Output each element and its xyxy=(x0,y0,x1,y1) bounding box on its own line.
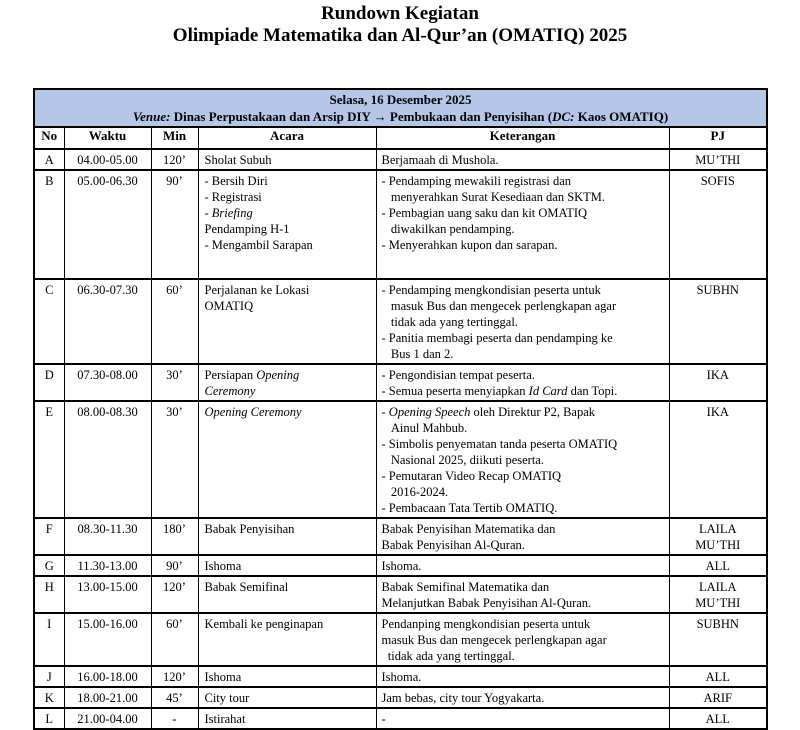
line: ALL xyxy=(705,712,730,726)
line: Ishoma. xyxy=(381,670,422,684)
line: LAILA xyxy=(699,522,737,536)
cell-min: 60’ xyxy=(151,613,198,666)
cell-keterangan xyxy=(376,666,669,687)
cell-acara xyxy=(198,170,376,279)
cell-acara xyxy=(198,518,376,555)
column-header-no: No xyxy=(34,127,64,149)
line: Ainul Mahbub. xyxy=(381,421,468,435)
cell-min: 120’ xyxy=(151,149,198,170)
line: Opening Ceremony xyxy=(204,405,302,419)
cell-waktu: 07.30-08.00 xyxy=(64,364,151,401)
cell-waktu: 08.30-11.30 xyxy=(64,518,151,555)
cell-keterangan xyxy=(376,555,669,576)
cell-acara xyxy=(198,708,376,729)
cell-waktu: 11.30-13.00 xyxy=(64,555,151,576)
line: ALL xyxy=(705,559,730,573)
line: - Menyerahkan kupon dan sarapan. xyxy=(381,238,558,252)
table-row xyxy=(34,576,767,613)
cell-no: K xyxy=(34,687,64,708)
cell-waktu: 06.30-07.30 xyxy=(64,279,151,364)
line: - Pengondisian tempat peserta. xyxy=(381,368,535,382)
table-row xyxy=(34,518,767,555)
line: IKA xyxy=(706,405,729,419)
cell-no: J xyxy=(34,666,64,687)
cell-no: C xyxy=(34,279,64,364)
cell-min: 90’ xyxy=(151,555,198,576)
table-row xyxy=(34,687,767,708)
table-row xyxy=(34,613,767,666)
cell-pj xyxy=(669,613,767,666)
table-row xyxy=(34,279,767,364)
line: Nasional 2025, diikuti peserta. xyxy=(381,453,544,467)
table-row xyxy=(34,555,767,576)
cell-acara xyxy=(198,613,376,666)
line: OMATIQ xyxy=(204,299,254,313)
line: tidak ada yang tertinggal. xyxy=(381,649,515,663)
cell-no: A xyxy=(34,149,64,170)
line: Pendamping H-1 xyxy=(204,222,290,236)
line: SUBHN xyxy=(696,617,739,631)
line: menyerahkan Surat Kesediaan dan SKTM. xyxy=(381,190,606,204)
cell-pj xyxy=(669,170,767,279)
line: tidak ada yang tertinggal. xyxy=(381,315,518,329)
line: Ishoma xyxy=(204,670,242,684)
cell-no: I xyxy=(34,613,64,666)
line: Kembali ke penginapan xyxy=(204,617,324,631)
cell-min: 120’ xyxy=(151,666,198,687)
cell-acara xyxy=(198,666,376,687)
table-row xyxy=(34,364,767,401)
line: IKA xyxy=(706,368,729,382)
cell-min: 45’ xyxy=(151,687,198,708)
line: Ceremony xyxy=(204,384,256,398)
line: Jam bebas, city tour Yogyakarta. xyxy=(381,691,545,705)
cell-acara xyxy=(198,364,376,401)
cell-waktu: 21.00-04.00 xyxy=(64,708,151,729)
line: ARIF xyxy=(703,691,732,705)
cell-pj xyxy=(669,149,767,170)
cell-acara xyxy=(198,401,376,518)
cell-no: F xyxy=(34,518,64,555)
cell-waktu: 18.00-21.00 xyxy=(64,687,151,708)
column-header-row xyxy=(34,127,767,149)
line: SUBHN xyxy=(696,283,739,297)
line: - Briefing xyxy=(204,206,253,220)
line: - Simbolis penyematan tanda peserta OMATIQ xyxy=(381,437,618,451)
table-row xyxy=(34,401,767,518)
line: MU’THI xyxy=(695,538,741,552)
cell-pj xyxy=(669,576,767,613)
cell-keterangan xyxy=(376,708,669,729)
column-header-keterangan: Keterangan xyxy=(376,127,669,149)
line: Babak Penyisihan Matematika dan xyxy=(381,522,556,536)
line: - Registrasi xyxy=(204,190,262,204)
cell-waktu: 13.00-15.00 xyxy=(64,576,151,613)
cell-no: L xyxy=(34,708,64,729)
line: diwakilkan pendamping. xyxy=(381,222,515,236)
table-body xyxy=(34,149,767,729)
line: - Pemutaran Video Recap OMATIQ xyxy=(381,469,562,483)
cell-waktu: 05.00-06.30 xyxy=(64,170,151,279)
cell-keterangan xyxy=(376,687,669,708)
cell-min: 60’ xyxy=(151,279,198,364)
line: Istirahat xyxy=(204,712,246,726)
cell-pj xyxy=(669,279,767,364)
line: MU’THI xyxy=(695,596,741,610)
line: Persiapan Opening xyxy=(204,368,300,382)
cell-min: 30’ xyxy=(151,401,198,518)
cell-keterangan xyxy=(376,364,669,401)
cell-pj xyxy=(669,364,767,401)
cell-keterangan xyxy=(376,401,669,518)
line: - Bersih Diri xyxy=(204,174,268,188)
day-header-date: Selasa, 16 Desember 2025 xyxy=(329,92,472,107)
cell-min: 90’ xyxy=(151,170,198,279)
day-header-row xyxy=(34,89,767,127)
cell-min: 30’ xyxy=(151,364,198,401)
cell-pj xyxy=(669,708,767,729)
line: masuk Bus dan mengecek perlengkapan agar xyxy=(381,633,607,647)
column-header-min: Min xyxy=(151,127,198,149)
line: LAILA xyxy=(699,580,737,594)
cell-acara xyxy=(198,687,376,708)
line: Melanjutkan Babak Penyisihan Al-Quran. xyxy=(381,596,592,610)
line: Ishoma xyxy=(204,559,242,573)
line: Babak Penyisihan xyxy=(204,522,295,536)
cell-acara xyxy=(198,576,376,613)
cell-acara xyxy=(198,555,376,576)
cell-no: D xyxy=(34,364,64,401)
cell-min: 120’ xyxy=(151,576,198,613)
cell-keterangan xyxy=(376,576,669,613)
cell-no: G xyxy=(34,555,64,576)
line: SOFIS xyxy=(700,174,735,188)
line: Berjamaah di Mushola. xyxy=(381,153,499,167)
line: Babak Semifinal xyxy=(204,580,289,594)
line: - Pembagian uang saku dan kit OMATIQ xyxy=(381,206,588,220)
cell-keterangan xyxy=(376,149,669,170)
cell-waktu: 08.00-08.30 xyxy=(64,401,151,518)
cell-keterangan xyxy=(376,613,669,666)
cell-keterangan xyxy=(376,170,669,279)
line: - Mengambil Sarapan xyxy=(204,238,313,252)
cell-waktu: 04.00-05.00 xyxy=(64,149,151,170)
line: Bus 1 dan 2. xyxy=(381,347,454,361)
day-header-cell xyxy=(34,89,767,127)
line: MU’THI xyxy=(695,153,741,167)
title-line-1: Rundown Kegiatan xyxy=(321,3,479,24)
cell-pj xyxy=(669,518,767,555)
line: Babak Semifinal Matematika dan xyxy=(381,580,550,594)
line: 2016-2024. xyxy=(381,485,449,499)
line: City tour xyxy=(204,691,250,705)
cell-pj xyxy=(669,687,767,708)
line: - Pembacaan Tata Tertib OMATIQ. xyxy=(381,501,558,515)
column-header-waktu: Waktu xyxy=(64,127,151,149)
cell-pj xyxy=(669,666,767,687)
cell-waktu: 15.00-16.00 xyxy=(64,613,151,666)
cell-keterangan xyxy=(376,279,669,364)
line: masuk Bus dan mengecek perlengkapan agar xyxy=(381,299,617,313)
line: - xyxy=(381,712,386,726)
column-header-acara: Acara xyxy=(198,127,376,149)
title-line-2: Olimpiade Matematika dan Al-Qur’an (OMATIQ) 2025 xyxy=(172,25,628,46)
line: - Semua peserta menyiapkan Id Card dan Topi. xyxy=(381,384,618,398)
cell-no: B xyxy=(34,170,64,279)
schedule-table xyxy=(33,88,768,730)
day-header-venue: Venue: Dinas Perpustakaan dan Arsip DIY → Pembukaan dan Penyisihan (DC: Kaos OMATIQ) xyxy=(132,109,669,124)
cell-acara xyxy=(198,149,376,170)
line: Perjalanan ke Lokasi xyxy=(204,283,310,297)
cell-min: 180’ xyxy=(151,518,198,555)
table-row xyxy=(34,708,767,729)
cell-no: H xyxy=(34,576,64,613)
cell-acara xyxy=(198,279,376,364)
line: Babak Penyisihan Al-Quran. xyxy=(381,538,525,552)
line: - Opening Speech oleh Direktur P2, Bapak xyxy=(381,405,596,419)
table-row xyxy=(34,149,767,170)
page-title xyxy=(0,0,800,47)
cell-keterangan xyxy=(376,518,669,555)
cell-waktu: 16.00-18.00 xyxy=(64,666,151,687)
line: Ishoma. xyxy=(381,559,422,573)
table-row xyxy=(34,666,767,687)
line: Sholat Subuh xyxy=(204,153,272,167)
cell-pj xyxy=(669,555,767,576)
cell-pj xyxy=(669,401,767,518)
column-header-pj: PJ xyxy=(669,127,767,149)
line: - Pendamping mengkondisian peserta untuk xyxy=(381,283,601,297)
cell-min: - xyxy=(151,708,198,729)
line: Pendanping mengkondisian peserta untuk xyxy=(381,617,591,631)
table-row xyxy=(34,170,767,279)
line: - Panitia membagi peserta dan pendamping ke xyxy=(381,331,613,345)
cell-no: E xyxy=(34,401,64,518)
line: - Pendamping mewakili registrasi dan xyxy=(381,174,572,188)
line: ALL xyxy=(705,670,730,684)
